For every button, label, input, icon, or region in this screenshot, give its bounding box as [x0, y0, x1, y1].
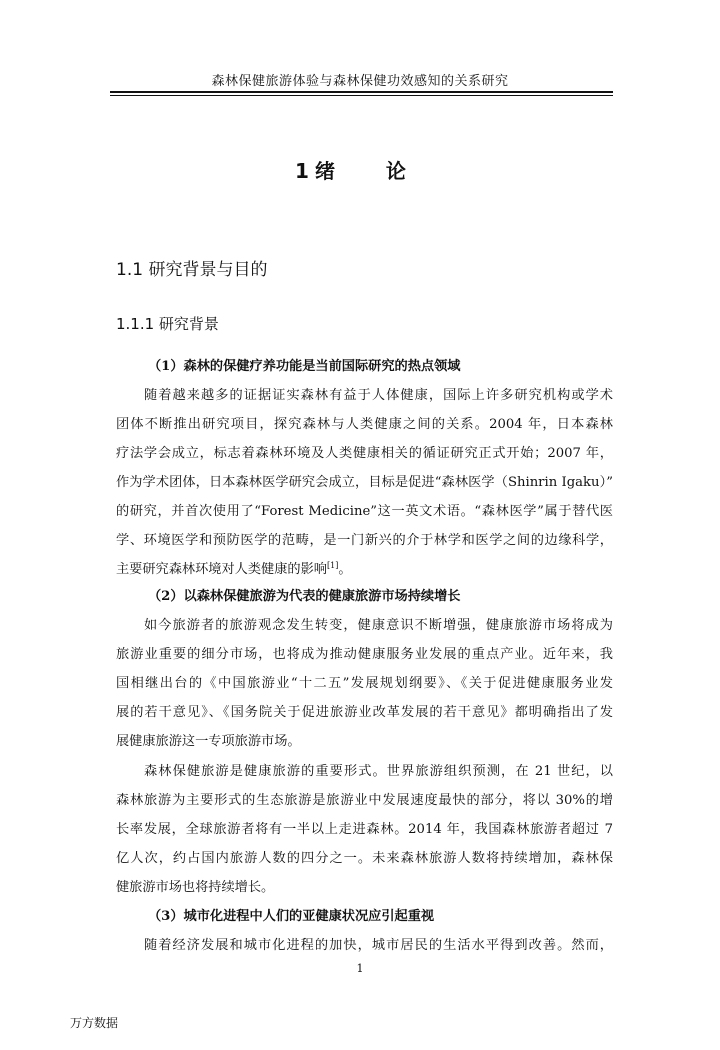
paragraph-4-line: 随着经济发展和城市化进程的加快，城市居民的生活水平得到改善。然而， [144, 938, 613, 953]
paragraph-3-line: 亿人次，约占国内旅游人数的四分之一。未来森林旅游人数将持续增加，森林保 [116, 851, 613, 866]
paragraph-1-line: 团体不断推出研究项目，探究森林与人类健康之间的关系。2004 年，日本森林 [116, 417, 613, 432]
paragraph-2-line: 旅游业重要的细分市场，也将成为推动健康服务业发展的重点产业。近年来，我 [116, 647, 613, 662]
header-rule [110, 91, 613, 93]
chapter-title [110, 155, 613, 184]
paragraph-1-line [116, 561, 613, 579]
running-header: 森林保健旅游体验与森林保健功效感知的关系研究 [211, 74, 509, 89]
paragraph-1-text: 主要研究森林环境对人类健康的影响 [116, 562, 327, 577]
chapter-number: 1 [295, 159, 309, 183]
paragraph-1-end: 。 [338, 562, 352, 577]
section-heading: 1.1 研究背景与目的 [116, 260, 268, 280]
sub-heading-3: （3）城市化进程中人们的亚健康状况应引起重视 [148, 909, 435, 924]
paragraph-2-line: 国相继出台的《中国旅游业“十二五”发展规划纲要》、《关于促进健康服务业发 [116, 676, 613, 691]
sub-heading-1: （1）森林的保健疗养功能是当前国际研究的热点领域 [148, 359, 461, 374]
header-rule-thin [110, 95, 613, 96]
chapter-title-text: 绪 论 [314, 159, 428, 183]
paragraph-1-line: 随着越来越多的证据证实森林有益于人体健康，国际上许多研究机构或学术 [144, 388, 613, 403]
sub-heading-2: （2）以森林保健旅游为代表的健康旅游市场持续增长 [148, 589, 461, 604]
paragraph-3-line: 健旅游市场也将持续增长。 [116, 880, 275, 895]
paragraph-2-line: 如今旅游者的旅游观念发生转变，健康意识不断增强，健康旅游市场将成为 [144, 618, 613, 633]
page-number: 1 [356, 962, 364, 975]
paragraph-1-line: 疗法学会成立，标志着森林环境及人类健康相关的循证研究正式开始；2007 年， [116, 446, 613, 461]
paragraph-3-line: 森林旅游为主要形式的生态旅游是旅游业中发展速度最快的部分，将以 30%的增 [116, 793, 613, 808]
watermark: 万方数据 [70, 1016, 119, 1030]
paragraph-3-line: 长率发展，全球旅游者将有一半以上走进森林。2014 年，我国森林旅游者超过 7 [116, 822, 613, 837]
paragraph-2-line: 展的若干意见》、《国务院关于促进旅游业改革发展的若干意见》都明确指出了发 [116, 705, 613, 720]
paragraph-1-line: 作为学术团体，日本森林医学研究会成立，目标是促进“森林医学（Shinrin Igaku）” [116, 475, 613, 490]
paragraph-1-line: 的研究，并首次使用了“Forest Medicine”这一英文术语。“森林医学”属于替代医 [116, 504, 613, 519]
paragraph-1-line: 学、环境医学和预防医学的范畴，是一门新兴的介于林学和医学之间的边缘科学， [116, 533, 613, 548]
paragraph-2-line: 展健康旅游这一专项旅游市场。 [116, 734, 301, 749]
citation-ref: [1] [327, 561, 339, 570]
subsection-heading: 1.1.1 研究背景 [116, 315, 219, 333]
paragraph-3-line: 森林保健旅游是健康旅游的重要形式。世界旅游组织预测，在 21 世纪，以 [144, 764, 613, 779]
